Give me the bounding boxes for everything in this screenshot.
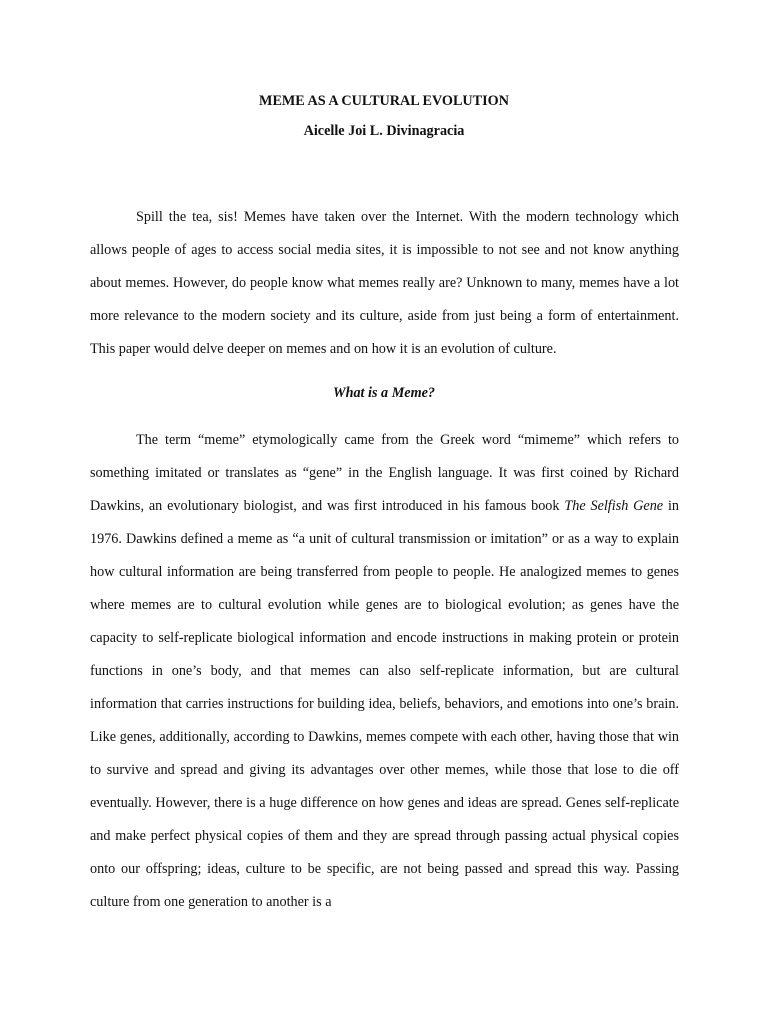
- paragraph-text-after-book: in 1976. Dawkins defined a meme as “a unit of cultural transmission or imitation” or as a way to explain how cultural information are being transferred from people to people. He analogized memes to genes where memes are to cultural evolution while genes are to biological evolution; as genes have the capacity to self-replicate biological information and encode instructions in making protein or protein functions in one’s body, and that memes can also self-replicate information, but are cultural information that carries instructions for building idea, beliefs, behaviors, and emotions into one’s brain. Like genes, additionally, according to Dawkins, memes compete with each other, having those that win to survive and spread and giving its advantages over other memes, while those that lose to die off eventually. However, there is a huge difference on how genes and ideas are spread. Genes self-replicate and make perfect physical copies of them and they are spread through passing actual physical copies onto our offspring; ideas, culture to be specific, are not being passed and spread this way. Passing culture from one generation to another is a: [90, 498, 679, 910]
- section-heading: What is a Meme?: [332, 385, 436, 401]
- intro-paragraph: Spill the tea, sis! Memes have taken over the Internet. With the modern technology which allows people of ages to access social media sites, it is impossible to not see and not know anything about memes. However, do people know what memes really are? Unknown to many, memes have a lot more relevance to the modern society and its culture, aside from just being a form of entertainment. This paper would delve deeper on memes and on how it is an evolution of culture.: [90, 209, 679, 357]
- body-paragraph: [90, 424, 679, 919]
- document-title: MEME AS A CULTURAL EVOLUTION: [259, 93, 509, 109]
- paragraph-text-before-book: The term “meme” etymologically came from the Greek word “mimeme” which refers to something imitated or translates as “gene” in the English language. It was first coined by Richard Dawkins, an evolutionary biologist, and was first introduced in his famous book: [90, 432, 679, 514]
- author-name: Aicelle Joi L. Divinagracia: [303, 123, 465, 139]
- book-title: The Selfish Gene: [564, 498, 664, 514]
